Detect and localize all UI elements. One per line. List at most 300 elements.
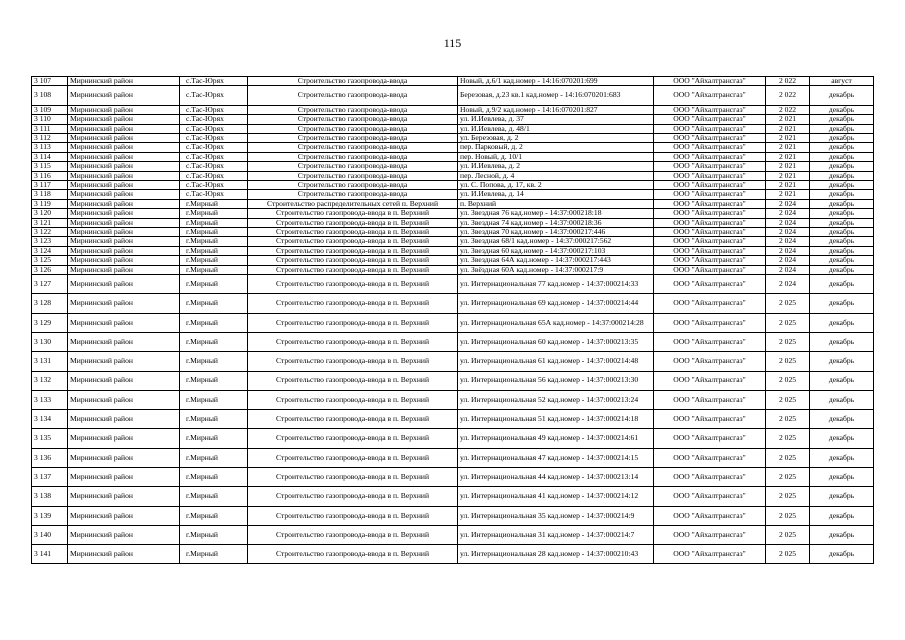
organization-cell: ООО "Айхалтрансгаз" — [654, 294, 766, 313]
row-number: 3 140 — [32, 525, 68, 544]
district-cell: Мирнинский район — [68, 218, 180, 227]
row-number: 3 123 — [32, 237, 68, 246]
district-cell: Мирнинский район — [68, 467, 180, 486]
month-cell: декабрь — [810, 265, 874, 274]
district-cell: Мирнинский район — [68, 77, 180, 86]
locality-cell: с.Тас-Юрях — [180, 171, 248, 180]
month-cell: декабрь — [810, 86, 874, 105]
work-description-cell: Строительство газопровода-ввода — [248, 152, 458, 161]
row-number: 3 109 — [32, 105, 68, 114]
year-cell: 2 024 — [766, 218, 810, 227]
address-cell: пер. Парковый, д. 2 — [458, 143, 654, 152]
month-cell: декабрь — [810, 487, 874, 506]
locality-cell: г.Мирный — [180, 246, 248, 255]
address-cell: ул. Интернациональная 52 кад.номер - 14:37:000213:24 — [458, 390, 654, 409]
table-row — [32, 237, 874, 246]
address-cell: ул. Интернациональная 44 кад.номер - 14:37:000213:14 — [458, 467, 654, 486]
district-cell: Мирнинский район — [68, 152, 180, 161]
year-cell: 2 025 — [766, 429, 810, 448]
organization-cell: ООО "Айхалтрансгаз" — [654, 227, 766, 236]
work-description-cell: Строительство газопровода-ввода — [248, 115, 458, 124]
row-number: 3 119 — [32, 199, 68, 208]
year-cell: 2 024 — [766, 246, 810, 255]
work-description-cell: Строительство газопровода-ввода в п. Верхний — [248, 237, 458, 246]
table-row — [32, 143, 874, 152]
work-description-cell: Строительство газопровода-ввода в п. Верхний — [248, 265, 458, 274]
year-cell: 2 024 — [766, 265, 810, 274]
row-number: 3 122 — [32, 227, 68, 236]
row-number: 3 141 — [32, 545, 68, 564]
work-description-cell: Строительство газопровода-ввода в п. Верхний — [248, 209, 458, 218]
table-row — [32, 115, 874, 124]
registry-body — [32, 77, 874, 564]
row-number: 3 137 — [32, 467, 68, 486]
month-cell: декабрь — [810, 246, 874, 255]
work-description-cell: Строительство газопровода-ввода в п. Верхний — [248, 390, 458, 409]
organization-cell: ООО "Айхалтрансгаз" — [654, 390, 766, 409]
locality-cell: с.Тас-Юрях — [180, 77, 248, 86]
locality-cell: г.Мирный — [180, 390, 248, 409]
address-cell: ул. Интернациональная 41 кад.номер - 14:37:000214:12 — [458, 487, 654, 506]
year-cell: 2 025 — [766, 390, 810, 409]
month-cell: декабрь — [810, 506, 874, 525]
table-row — [32, 152, 874, 161]
address-cell: ул. Звездная 68/1 кад.номер - 14:37:000217:562 — [458, 237, 654, 246]
row-number: 3 131 — [32, 352, 68, 371]
work-description-cell: Строительство газопровода-ввода — [248, 77, 458, 86]
district-cell: Мирнинский район — [68, 525, 180, 544]
address-cell: пер. Новый, д. 10/1 — [458, 152, 654, 161]
table-row — [32, 410, 874, 429]
year-cell: 2 024 — [766, 237, 810, 246]
work-description-cell: Строительство газопровода-ввода — [248, 180, 458, 189]
locality-cell: г.Мирный — [180, 237, 248, 246]
address-cell: ул. Интернациональная 51 кад.номер - 14:37:000214:18 — [458, 410, 654, 429]
address-cell: ул. Интернациональная 28 кад.номер - 14:37:000210:43 — [458, 545, 654, 564]
locality-cell: с.Тас-Юрях — [180, 143, 248, 152]
organization-cell: ООО "Айхалтрансгаз" — [654, 105, 766, 114]
organization-cell: ООО "Айхалтрансгаз" — [654, 180, 766, 189]
gas-pipeline-registry-table — [31, 76, 874, 564]
table-row — [32, 487, 874, 506]
table-row — [32, 86, 874, 105]
district-cell: Мирнинский район — [68, 199, 180, 208]
address-cell: ул. Интернациональная 31 кад.номер - 14:37:000214:7 — [458, 525, 654, 544]
district-cell: Мирнинский район — [68, 105, 180, 114]
address-cell: ул. И.Иевлева, д. 48/1 — [458, 124, 654, 133]
district-cell: Мирнинский район — [68, 429, 180, 448]
address-cell: ул. Интернациональная 61 кад.номер - 14:37:000214:48 — [458, 352, 654, 371]
locality-cell: г.Мирный — [180, 506, 248, 525]
district-cell: Мирнинский район — [68, 115, 180, 124]
table-row — [32, 467, 874, 486]
organization-cell: ООО "Айхалтрансгаз" — [654, 487, 766, 506]
address-cell: ул. Звездная 60 кад.номер - 14:37:000217:103 — [458, 246, 654, 255]
year-cell: 2 024 — [766, 209, 810, 218]
year-cell: 2 021 — [766, 143, 810, 152]
row-number: 3 112 — [32, 133, 68, 142]
organization-cell: ООО "Айхалтрансгаз" — [654, 429, 766, 448]
table-row — [32, 265, 874, 274]
table-row — [32, 209, 874, 218]
row-number: 3 120 — [32, 209, 68, 218]
address-cell: ул. С. Попова, д. 17, кв. 2 — [458, 180, 654, 189]
table-row — [32, 190, 874, 199]
address-cell: ул. И.Иевлева, д. 37 — [458, 115, 654, 124]
table-row — [32, 275, 874, 294]
organization-cell: ООО "Айхалтрансгаз" — [654, 545, 766, 564]
organization-cell: ООО "Айхалтрансгаз" — [654, 506, 766, 525]
locality-cell: г.Мирный — [180, 256, 248, 265]
organization-cell: ООО "Айхалтрансгаз" — [654, 525, 766, 544]
work-description-cell: Строительство газопровода-ввода в п. Верхний — [248, 294, 458, 313]
table-row — [32, 256, 874, 265]
month-cell: декабрь — [810, 180, 874, 189]
address-cell: ул. Интернациональная 65А кад.номер - 14:37:000214:28 — [458, 313, 654, 332]
row-number: 3 127 — [32, 275, 68, 294]
district-cell: Мирнинский район — [68, 275, 180, 294]
locality-cell: г.Мирный — [180, 487, 248, 506]
month-cell: декабрь — [810, 237, 874, 246]
row-number: 3 118 — [32, 190, 68, 199]
district-cell: Мирнинский район — [68, 143, 180, 152]
month-cell: декабрь — [810, 199, 874, 208]
locality-cell: г.Мирный — [180, 218, 248, 227]
address-cell: ул. Звездная 76 кад.номер - 14:37:000218:18 — [458, 209, 654, 218]
year-cell: 2 025 — [766, 506, 810, 525]
row-number: 3 114 — [32, 152, 68, 161]
locality-cell: г.Мирный — [180, 467, 248, 486]
address-cell: ул. И.Иевлева, д. 2 — [458, 162, 654, 171]
locality-cell: г.Мирный — [180, 265, 248, 274]
table-row — [32, 171, 874, 180]
month-cell: декабрь — [810, 410, 874, 429]
month-cell: декабрь — [810, 209, 874, 218]
table-row — [32, 227, 874, 236]
work-description-cell: Строительство газопровода-ввода в п. Верхний — [248, 410, 458, 429]
work-description-cell: Строительство газопровода-ввода в п. Верхний — [248, 332, 458, 351]
month-cell: декабрь — [810, 105, 874, 114]
work-description-cell: Строительство газопровода-ввода в п. Верхний — [248, 227, 458, 236]
district-cell: Мирнинский район — [68, 209, 180, 218]
district-cell: Мирнинский район — [68, 237, 180, 246]
month-cell: декабрь — [810, 171, 874, 180]
month-cell: декабрь — [810, 256, 874, 265]
locality-cell: г.Мирный — [180, 332, 248, 351]
district-cell: Мирнинский район — [68, 545, 180, 564]
month-cell: декабрь — [810, 143, 874, 152]
district-cell: Мирнинский район — [68, 352, 180, 371]
address-cell: ул. Интернациональная 56 кад.номер - 14:37:000213:30 — [458, 371, 654, 390]
district-cell: Мирнинский район — [68, 171, 180, 180]
organization-cell: ООО "Айхалтрансгаз" — [654, 171, 766, 180]
district-cell: Мирнинский район — [68, 246, 180, 255]
work-description-cell: Строительство распределительных сетей п. Верхний — [248, 199, 458, 208]
address-cell: Новый, д.6/1 кад.номер - 14:16:070201:699 — [458, 77, 654, 86]
month-cell: декабрь — [810, 124, 874, 133]
organization-cell: ООО "Айхалтрансгаз" — [654, 371, 766, 390]
locality-cell: г.Мирный — [180, 275, 248, 294]
table-row — [32, 506, 874, 525]
year-cell: 2 021 — [766, 162, 810, 171]
organization-cell: ООО "Айхалтрансгаз" — [654, 448, 766, 467]
row-number: 3 125 — [32, 256, 68, 265]
month-cell: декабрь — [810, 190, 874, 199]
organization-cell: ООО "Айхалтрансгаз" — [654, 246, 766, 255]
work-description-cell: Строительство газопровода-ввода в п. Верхний — [248, 467, 458, 486]
month-cell: декабрь — [810, 371, 874, 390]
month-cell: декабрь — [810, 352, 874, 371]
locality-cell: г.Мирный — [180, 429, 248, 448]
address-cell: ул. Интернациональная 60 кад.номер - 14:37:000213:35 — [458, 332, 654, 351]
table-row — [32, 352, 874, 371]
row-number: 3 133 — [32, 390, 68, 409]
locality-cell: с.Тас-Юрях — [180, 115, 248, 124]
row-number: 3 138 — [32, 487, 68, 506]
month-cell: декабрь — [810, 227, 874, 236]
address-cell: ул. Звездная 64А кад.номер - 14:37:000217:443 — [458, 256, 654, 265]
locality-cell: г.Мирный — [180, 410, 248, 429]
locality-cell: г.Мирный — [180, 352, 248, 371]
row-number: 3 116 — [32, 171, 68, 180]
work-description-cell: Строительство газопровода-ввода — [248, 162, 458, 171]
organization-cell: ООО "Айхалтрансгаз" — [654, 77, 766, 86]
month-cell: декабрь — [810, 332, 874, 351]
year-cell: 2 022 — [766, 77, 810, 86]
district-cell: Мирнинский район — [68, 332, 180, 351]
year-cell: 2 024 — [766, 199, 810, 208]
district-cell: Мирнинский район — [68, 133, 180, 142]
year-cell: 2 021 — [766, 180, 810, 189]
organization-cell: ООО "Айхалтрансгаз" — [654, 332, 766, 351]
address-cell: ул. Интернациональная 35 кад.номер - 14:37:000214:9 — [458, 506, 654, 525]
address-cell: ул. И.Иевлева, д. 14 — [458, 190, 654, 199]
year-cell: 2 025 — [766, 467, 810, 486]
year-cell: 2 021 — [766, 133, 810, 142]
table-row — [32, 180, 874, 189]
organization-cell: ООО "Айхалтрансгаз" — [654, 190, 766, 199]
month-cell: декабрь — [810, 525, 874, 544]
address-cell: ул. Звездная 70 кад.номер - 14:37:000217:446 — [458, 227, 654, 236]
table-row — [32, 218, 874, 227]
district-cell: Мирнинский район — [68, 294, 180, 313]
row-number: 3 139 — [32, 506, 68, 525]
month-cell: декабрь — [810, 313, 874, 332]
district-cell: Мирнинский район — [68, 448, 180, 467]
organization-cell: ООО "Айхалтрансгаз" — [654, 237, 766, 246]
month-cell: декабрь — [810, 115, 874, 124]
year-cell: 2 025 — [766, 371, 810, 390]
organization-cell: ООО "Айхалтрансгаз" — [654, 209, 766, 218]
address-cell: пер. Лесной, д. 4 — [458, 171, 654, 180]
organization-cell: ООО "Айхалтрансгаз" — [654, 256, 766, 265]
address-cell: ул. Интернациональная 47 кад.номер - 14:37:000214:15 — [458, 448, 654, 467]
work-description-cell: Строительство газопровода-ввода в п. Верхний — [248, 545, 458, 564]
year-cell: 2 021 — [766, 171, 810, 180]
locality-cell: г.Мирный — [180, 313, 248, 332]
table-row — [32, 332, 874, 351]
year-cell: 2 021 — [766, 124, 810, 133]
row-number: 3 108 — [32, 86, 68, 105]
table-row — [32, 371, 874, 390]
year-cell: 2 025 — [766, 448, 810, 467]
district-cell: Мирнинский район — [68, 313, 180, 332]
month-cell: декабрь — [810, 429, 874, 448]
year-cell: 2 025 — [766, 487, 810, 506]
district-cell: Мирнинский район — [68, 256, 180, 265]
table-row — [32, 545, 874, 564]
locality-cell: с.Тас-Юрях — [180, 180, 248, 189]
row-number: 3 124 — [32, 246, 68, 255]
work-description-cell: Строительство газопровода-ввода — [248, 190, 458, 199]
district-cell: Мирнинский район — [68, 162, 180, 171]
organization-cell: ООО "Айхалтрансгаз" — [654, 86, 766, 105]
district-cell: Мирнинский район — [68, 265, 180, 274]
organization-cell: ООО "Айхалтрансгаз" — [654, 313, 766, 332]
month-cell: декабрь — [810, 390, 874, 409]
work-description-cell: Строительство газопровода-ввода в п. Верхний — [248, 275, 458, 294]
address-cell: ул. Березовая, д. 2 — [458, 133, 654, 142]
table-row — [32, 390, 874, 409]
locality-cell: г.Мирный — [180, 525, 248, 544]
month-cell: декабрь — [810, 275, 874, 294]
year-cell: 2 025 — [766, 545, 810, 564]
organization-cell: ООО "Айхалтрансгаз" — [654, 275, 766, 294]
row-number: 3 115 — [32, 162, 68, 171]
month-cell: август — [810, 77, 874, 86]
locality-cell: г.Мирный — [180, 371, 248, 390]
row-number: 3 110 — [32, 115, 68, 124]
row-number: 3 107 — [32, 77, 68, 86]
table-row — [32, 105, 874, 114]
table-row — [32, 525, 874, 544]
work-description-cell: Строительство газопровода-ввода — [248, 86, 458, 105]
organization-cell: ООО "Айхалтрансгаз" — [654, 199, 766, 208]
table-row — [32, 199, 874, 208]
locality-cell: с.Тас-Юрях — [180, 152, 248, 161]
work-description-cell: Строительство газопровода-ввода — [248, 171, 458, 180]
year-cell: 2 025 — [766, 294, 810, 313]
row-number: 3 117 — [32, 180, 68, 189]
locality-cell: с.Тас-Юрях — [180, 190, 248, 199]
month-cell: декабрь — [810, 133, 874, 142]
table-row — [32, 162, 874, 171]
district-cell: Мирнинский район — [68, 86, 180, 105]
locality-cell: г.Мирный — [180, 227, 248, 236]
work-description-cell: Строительство газопровода-ввода в п. Верхний — [248, 429, 458, 448]
row-number: 3 132 — [32, 371, 68, 390]
table-row — [32, 124, 874, 133]
district-cell: Мирнинский район — [68, 227, 180, 236]
organization-cell: ООО "Айхалтрансгаз" — [654, 143, 766, 152]
year-cell: 2 025 — [766, 332, 810, 351]
work-description-cell: Строительство газопровода-ввода — [248, 143, 458, 152]
year-cell: 2 025 — [766, 410, 810, 429]
organization-cell: ООО "Айхалтрансгаз" — [654, 152, 766, 161]
locality-cell: с.Тас-Юрях — [180, 133, 248, 142]
month-cell: декабрь — [810, 448, 874, 467]
table-row — [32, 294, 874, 313]
locality-cell: г.Мирный — [180, 209, 248, 218]
row-number: 3 128 — [32, 294, 68, 313]
locality-cell: с.Тас-Юрях — [180, 124, 248, 133]
year-cell: 2 022 — [766, 86, 810, 105]
work-description-cell: Строительство газопровода-ввода — [248, 133, 458, 142]
district-cell: Мирнинский район — [68, 371, 180, 390]
work-description-cell: Строительство газопровода-ввода — [248, 105, 458, 114]
work-description-cell: Строительство газопровода-ввода в п. Верхний — [248, 487, 458, 506]
locality-cell: с.Тас-Юрях — [180, 86, 248, 105]
locality-cell: с.Тас-Юрях — [180, 105, 248, 114]
work-description-cell: Строительство газопровода-ввода в п. Верхний — [248, 525, 458, 544]
year-cell: 2 025 — [766, 352, 810, 371]
work-description-cell: Строительство газопровода-ввода в п. Верхний — [248, 218, 458, 227]
year-cell: 2 021 — [766, 152, 810, 161]
organization-cell: ООО "Айхалтрансгаз" — [654, 352, 766, 371]
work-description-cell: Строительство газопровода-ввода в п. Верхний — [248, 256, 458, 265]
row-number: 3 121 — [32, 218, 68, 227]
work-description-cell: Строительство газопровода-ввода в п. Верхний — [248, 448, 458, 467]
year-cell: 2 025 — [766, 525, 810, 544]
table-row — [32, 448, 874, 467]
district-cell: Мирнинский район — [68, 180, 180, 189]
address-cell: Новый, д.9/2 кад.номер - 14:16:070201:827 — [458, 105, 654, 114]
month-cell: декабрь — [810, 218, 874, 227]
address-cell: ул. Интернациональная 69 кад.номер - 14:37:000214:44 — [458, 294, 654, 313]
work-description-cell: Строительство газопровода-ввода в п. Верхний — [248, 352, 458, 371]
district-cell: Мирнинский район — [68, 124, 180, 133]
district-cell: Мирнинский район — [68, 506, 180, 525]
organization-cell: ООО "Айхалтрансгаз" — [654, 410, 766, 429]
year-cell: 2 024 — [766, 256, 810, 265]
locality-cell: г.Мирный — [180, 294, 248, 313]
month-cell: декабрь — [810, 162, 874, 171]
table-row — [32, 133, 874, 142]
address-cell: ул. Интернациональная 49 кад.номер - 14:37:000214:61 — [458, 429, 654, 448]
district-cell: Мирнинский район — [68, 487, 180, 506]
work-description-cell: Строительство газопровода-ввода — [248, 124, 458, 133]
year-cell: 2 022 — [766, 105, 810, 114]
locality-cell: г.Мирный — [180, 199, 248, 208]
organization-cell: ООО "Айхалтрансгаз" — [654, 162, 766, 171]
work-description-cell: Строительство газопровода-ввода в п. Верхний — [248, 313, 458, 332]
year-cell: 2 021 — [766, 115, 810, 124]
locality-cell: с.Тас-Юрях — [180, 162, 248, 171]
organization-cell: ООО "Айхалтрансгаз" — [654, 115, 766, 124]
table-row — [32, 77, 874, 86]
month-cell: декабрь — [810, 467, 874, 486]
district-cell: Мирнинский район — [68, 390, 180, 409]
year-cell: 2 021 — [766, 190, 810, 199]
row-number: 3 129 — [32, 313, 68, 332]
work-description-cell: Строительство газопровода-ввода в п. Верхний — [248, 246, 458, 255]
row-number: 3 126 — [32, 265, 68, 274]
table-row — [32, 246, 874, 255]
address-cell: ул. Интернациональная 77 кад.номер - 14:37:000214:33 — [458, 275, 654, 294]
work-description-cell: Строительство газопровода-ввода в п. Верхний — [248, 506, 458, 525]
address-cell: Березовая, д.23 кв.1 кад.номер - 14:16:070201:683 — [458, 86, 654, 105]
year-cell: 2 025 — [766, 313, 810, 332]
locality-cell: г.Мирный — [180, 448, 248, 467]
row-number: 3 136 — [32, 448, 68, 467]
row-number: 3 134 — [32, 410, 68, 429]
district-cell: Мирнинский район — [68, 190, 180, 199]
row-number: 3 135 — [32, 429, 68, 448]
address-cell: п. Верхний — [458, 199, 654, 208]
locality-cell: г.Мирный — [180, 545, 248, 564]
organization-cell: ООО "Айхалтрансгаз" — [654, 133, 766, 142]
work-description-cell: Строительство газопровода-ввода в п. Верхний — [248, 371, 458, 390]
